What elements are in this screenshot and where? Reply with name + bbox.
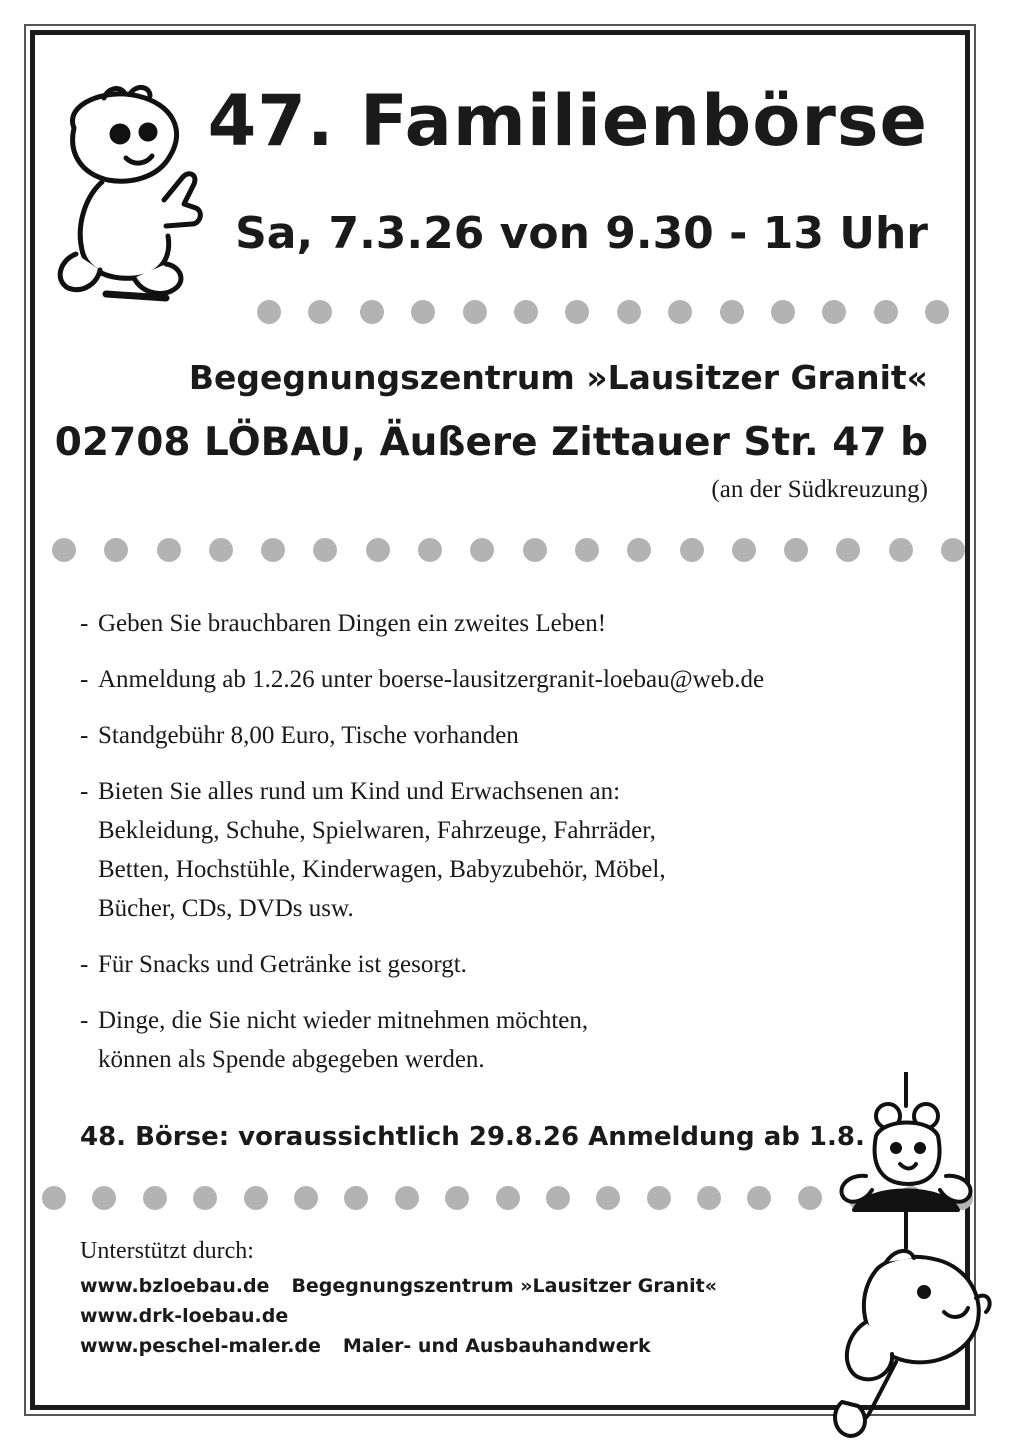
list-item-text: Anmeldung ab 1.2.26 unter boerse-lausitzergranit-loebau@web.de	[98, 666, 765, 693]
list-item	[80, 660, 960, 699]
list-item	[80, 604, 960, 643]
event-title: 47. Familienbörse	[207, 80, 928, 162]
list-item-text: Bieten Sie alles rund um Kind und Erwachsenen an: Bekleidung, Schuhe, Spielwaren, Fahrzeuge, Fahrräder, Betten, Hochstühle, Kinderwagen, Babyzubehör, Möbel, Bücher, CDs, DVDs usw.	[98, 778, 666, 922]
list-item-text: Dinge, die Sie nicht wieder mitnehmen möchten, können als Spende abgegeben werden.	[98, 1007, 589, 1073]
list-item	[80, 716, 960, 755]
sponsor-url[interactable]: www.drk-loebau.de	[80, 1305, 289, 1327]
sponsor-row	[80, 1271, 717, 1301]
list-item	[80, 1001, 960, 1079]
venue-address: 02708 LÖBAU, Äußere Zittauer Str. 47 b	[54, 420, 928, 465]
list-item	[80, 945, 960, 984]
venue-note: (an der Südkreuzung)	[711, 476, 928, 503]
sponsor-section	[80, 1238, 717, 1361]
list-item-text: Geben Sie brauchbaren Dingen ein zweites Leben!	[98, 610, 607, 637]
sponsor-row	[80, 1301, 717, 1331]
sponsor-org: Maler- und Ausbauhandwerk	[342, 1335, 651, 1357]
list-item-text: Für Snacks und Getränke ist gesorgt.	[98, 951, 467, 978]
sponsor-url[interactable]: www.bzloebau.de	[80, 1275, 270, 1297]
next-event: 48. Börse: voraussichtlich 29.8.26 Anmeldung ab 1.8.	[80, 1122, 865, 1152]
info-list	[80, 604, 960, 1096]
baby-thumbs-up-icon	[46, 84, 216, 310]
list-item	[80, 772, 960, 928]
sponsor-row	[80, 1331, 717, 1361]
baby-with-teddy-mobile-icon	[826, 1072, 996, 1442]
sponsor-org: Begegnungszentrum »Lausitzer Granit«	[291, 1275, 717, 1297]
venue-name: Begegnungszentrum »Lausitzer Granit«	[188, 358, 928, 397]
sponsor-url[interactable]: www.peschel-maler.de	[80, 1335, 321, 1357]
list-item-text: Standgebühr 8,00 Euro, Tische vorhanden	[98, 722, 519, 749]
dot-divider	[52, 538, 965, 562]
event-date-time: Sa, 7.3.26 von 9.30 - 13 Uhr	[235, 208, 928, 259]
sponsor-label: Unterstützt durch:	[80, 1238, 254, 1264]
dot-divider	[257, 300, 949, 324]
